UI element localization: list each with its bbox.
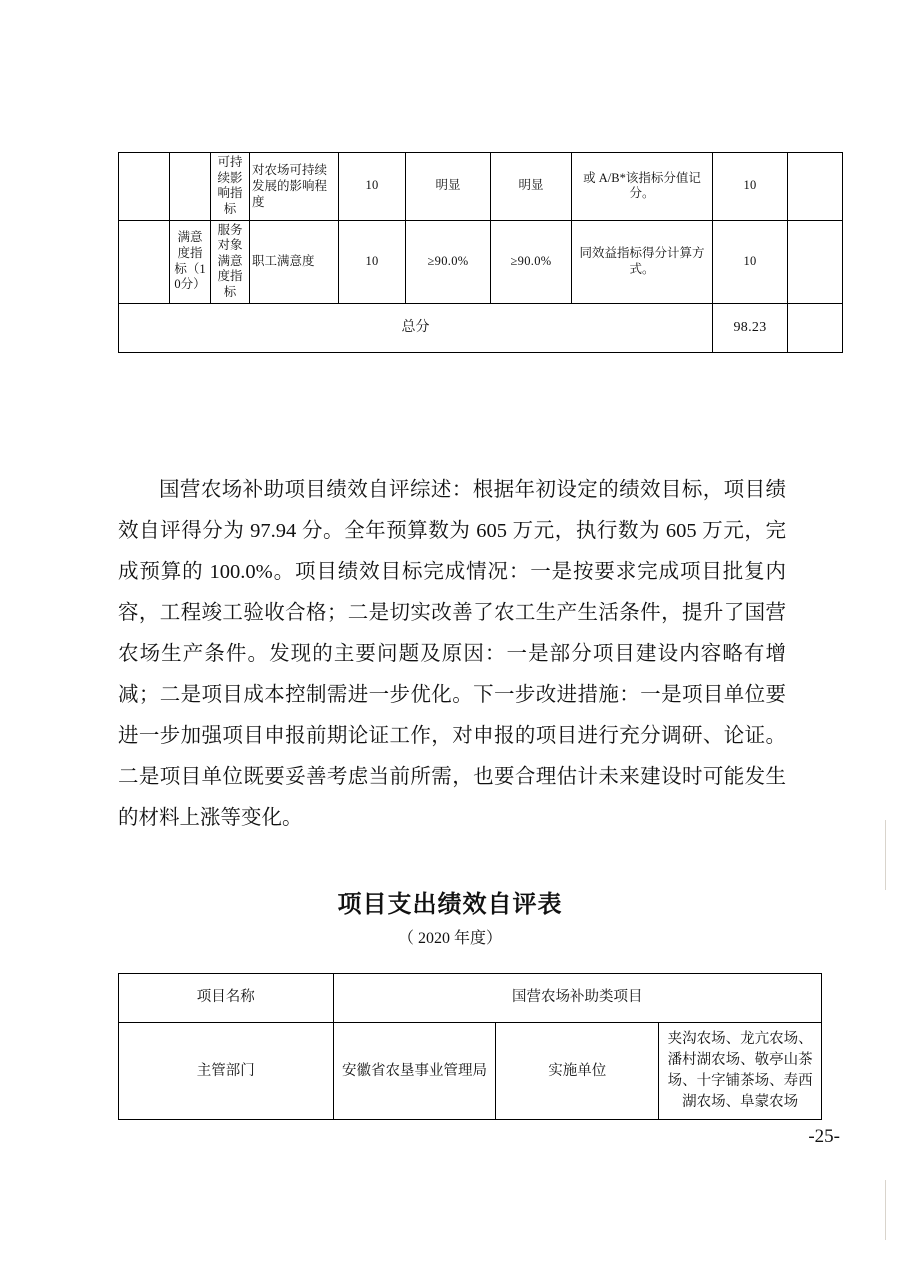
cell-subcategory-label: 服务对象满意度指标 (211, 220, 250, 303)
cell-score: 10 (713, 153, 788, 221)
indicator-desc-text: 职工满意度 (252, 254, 315, 269)
cell-implementer-label: 实施单位 (496, 1023, 659, 1120)
cell-subcategory-label: 可持续影响指标 (211, 153, 250, 221)
page-subtitle: （ 2020 年度） (397, 930, 502, 947)
cell-target: 明显 (406, 153, 491, 221)
table-row (119, 153, 843, 221)
cell-actual: ≥90.0% (491, 220, 572, 303)
total-trailing (788, 303, 843, 352)
page-number: -25- (808, 1126, 840, 1147)
cell-department-value: 安徽省农垦事业管理局 (333, 1023, 496, 1120)
cell-note: 或 A/B*该指标分值记分。 (572, 153, 713, 221)
cell-indicator-desc (250, 153, 339, 221)
cell-weight: 10 (339, 153, 406, 221)
scan-artifact (885, 820, 886, 890)
cell-department-label: 主管部门 (119, 1023, 334, 1120)
cell-category-label: 满意度指标（10分） (170, 220, 211, 303)
indicator-desc-text: 对农场可持续发展的影响程度 (252, 162, 328, 210)
cell-implementer-value: 夹沟农场、龙亢农场、潘村湖农场、敬亭山茶场、十字铺茶场、寿西湖农场、阜蒙农场 (659, 1023, 822, 1120)
table-total-row (119, 303, 843, 352)
self-evaluation-paragraph: 国营农场补助项目绩效自评综述：根据年初设定的绩效目标，项目绩效自评得分为 97.94 分。全年预算数为 605 万元，执行数为 605 万元，完成预算的 100.0%。项目绩效目标完成情况：一是按要求完成项目批复内容，工程竣工验收合格；二是切实改善了农工生产生活条件，提升了国营农场生产条件。发现的主要问题及原因：一是部分项目建设内容略有增减；二是项目成本控制需进一步优化。下一步改进措施：一是项目单位要进一步加强项目申报前期论证工作，对申报的项目进行充分调研、论证。二是项目单位既要妥善考虑当前所需，也要合理估计未来建设时可能发生的材料上涨等变化。 (118, 479, 786, 829)
cell-blank (119, 220, 170, 303)
table-row (119, 974, 822, 1023)
table-row (119, 1023, 822, 1120)
cell-project-name-value: 国营农场补助类项目 (333, 974, 821, 1023)
cell-blank (119, 153, 170, 221)
cell-target: ≥90.0% (406, 220, 491, 303)
total-label: 总分 (119, 303, 713, 352)
project-info-table (118, 973, 822, 1120)
cell-note: 同效益指标得分计算方式。 (572, 220, 713, 303)
performance-indicator-table (118, 152, 843, 353)
cell-category-label (170, 153, 211, 221)
page-title: 项目支出绩效自评表 (337, 889, 563, 918)
cell-trailing (788, 153, 843, 221)
cell-score: 10 (713, 220, 788, 303)
cell-weight: 10 (339, 220, 406, 303)
scan-artifact (885, 1180, 886, 1240)
cell-project-name-label: 项目名称 (119, 974, 334, 1023)
total-score: 98.23 (713, 303, 788, 352)
cell-trailing (788, 220, 843, 303)
cell-actual: 明显 (491, 153, 572, 221)
cell-indicator-desc (250, 220, 339, 303)
table-row (119, 220, 843, 303)
